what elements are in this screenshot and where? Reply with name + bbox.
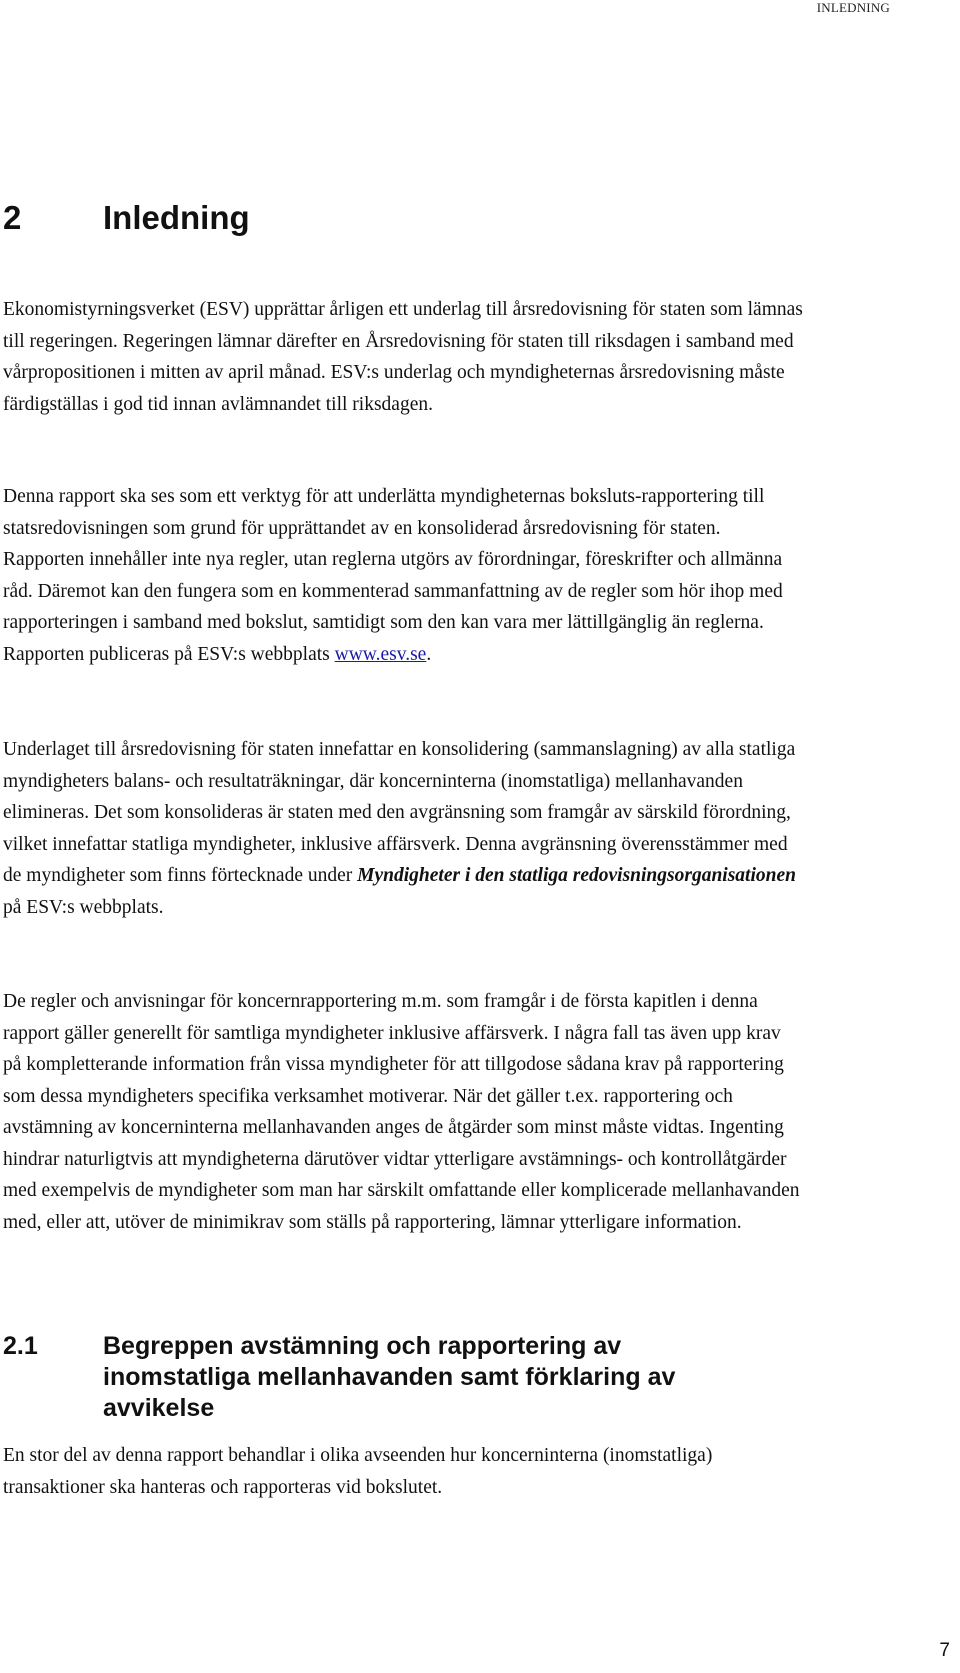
emphasized-reference: Myndigheter i den statliga redovisningsorganisationen: [357, 865, 796, 886]
esv-website-link[interactable]: www.esv.se: [334, 643, 427, 665]
paragraph-consolidation: [3, 734, 803, 923]
paragraph-rules: De regler och anvisningar för koncernrapportering m.m. som framgår i de första kapitlen i denna rapport gäller generellt för samtliga myndigheter inklusive affärsverk. I några fall tas även upp krav på kompletterande information från vissa myndigheter för att tillgodose sådana krav på rapportering som dessa myndigheters specifika verksamhet motiverar. När det gäller t.ex. rapportering och avstämning av koncerninterna mellanhavanden anges de åtgärder som minst måste vidtas. Ingenting hindrar naturligtvis att myndigheterna därutöver vidtar ytterligare avstämnings- och kontrollåtgärder med exempelvis de myndigheter som man har särskilt omfattande eller komplicerade mellanhavanden med, eller att, utöver de minimikrav som ställs på rapportering, lämnar ytterligare information.: [3, 991, 800, 1233]
paragraph-text: Underlaget till årsredovisning för staten innefattar en konsolidering (sammanslagning) av alla statliga myndigheters balans- och resultaträkningar, där koncerninterna (inomstatliga) mellanhavanden elimineras. Det som konsolideras är staten med den avgränsning som framgår av särskild förordning, vilket innefattar statliga myndigheter, inklusive affärsverk. Denna avgränsning överensstämmer med de myndigheter som finns förtecknade under: [3, 739, 796, 886]
section-heading: [3, 1331, 803, 1424]
paragraph-intro: Ekonomistyrningsverket (ESV) upprättar årligen ett underlag till årsredovisning för staten som lämnas till regeringen. Regeringen lämnar därefter en Årsredovisning för staten till riksdagen i samband med vårpropositionen i mitten av april månad. ESV:s underlag och myndigheternas årsredovisning måste färdigställas i god tid innan avlämnandet till riksdagen.: [3, 299, 803, 415]
paragraph-end: .: [426, 643, 432, 665]
chapter-title: Inledning: [103, 199, 250, 236]
chapter-number: 2: [3, 199, 22, 236]
chapter-heading: [3, 198, 250, 238]
running-header: INLEDNING: [816, 0, 890, 15]
paragraph-text: Denna rapport ska ses som ett verktyg för att underlätta myndigheternas boksluts-rapportering till statsredovisningen som grund för upprättandet av en konsoliderad årsredovisning för staten. Rapporten innehåller inte nya regler, utan reglerna utgörs av förordningar, föreskrifter och allmänna råd. Däremot kan den fungera som en kommenterad sammanfattning av de regler som hör ihop med rapporteringen i samband med bokslut, samtidigt som den kan vara mer lättillgänglig än reglerna. Rapporten publiceras på ESV:s webbplats: [3, 486, 783, 665]
section-number: 2.1: [3, 1332, 38, 1360]
page-number: 7: [939, 1640, 950, 1661]
paragraph-report-purpose: [3, 481, 803, 670]
paragraph-section-intro: En stor del av denna rapport behandlar i olika avseenden hur koncerninterna (inomstatliga) transaktioner ska hanteras och rapporteras vid bokslutet.: [3, 1445, 713, 1498]
section-title: Begreppen avstämning och rapportering av inomstatliga mellanhavanden samt förklaring av avvikelse: [103, 1332, 676, 1422]
paragraph-end: på ESV:s webbplats.: [3, 896, 164, 918]
